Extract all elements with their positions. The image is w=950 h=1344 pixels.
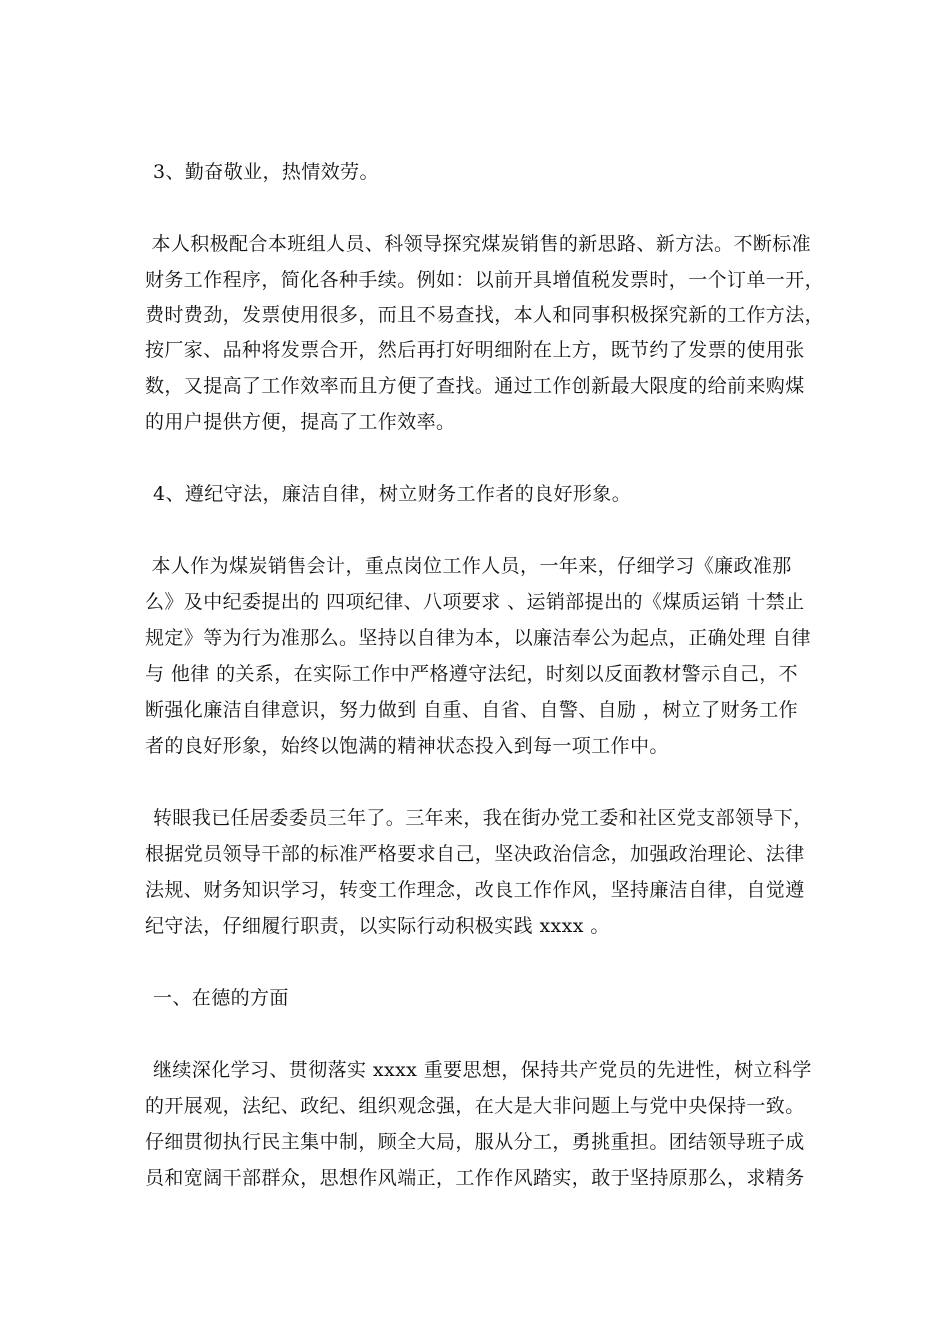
section-heading-1: 一、在德的方面 — [153, 987, 289, 1009]
paragraph-line: 断强化廉洁自律意识，努力做到 自重、自省、自警、自励 ，树立了财务工作 — [145, 699, 799, 721]
heading-item-4: 4、遵纪守法，廉洁自律，树立财务工作者的良好形象。 — [153, 483, 632, 505]
paragraph-line: 与 他律 的关系，在实际工作中严格遵守法纪，时刻以反面教材警示自己，不 — [145, 663, 799, 685]
paragraph-line: 数，又提高了工作效率而且方便了查找。通过工作创新最大限度的给前来购煤 — [145, 375, 805, 397]
paragraph-line: 本人作为煤炭销售会计，重点岗位工作人员，一年来，仔细学习《廉政准那 — [145, 555, 792, 577]
paragraph-line: 继续深化学习、贯彻落实 xxxx 重要思想，保持共产党员的先进性，树立科学 — [153, 1059, 812, 1081]
paragraph-line: 根据党员领导干部的标准严格要求自己，坚决政治信念，加强政治理论、法律 — [145, 843, 805, 865]
paragraph-line: 按厂家、品种将发票合开，然后再打好明细附在上方，既节约了发票的使用张 — [145, 339, 805, 361]
paragraph-line: 的用户提供方便，提高了工作效率。 — [145, 411, 456, 433]
paragraph-line: 员和宽阔干部群众，思想作风端正，工作作风踏实，敢于坚持原那么，求精务 — [145, 1167, 805, 1189]
paragraph-line: 么》及中纪委提出的 四项纪律、八项要求 、运销部提出的《煤质运销 十禁止 — [145, 591, 805, 613]
paragraph-line: 法规、财务知识学习，转变工作理念，改良工作作风，坚持廉洁自律，自觉遵 — [145, 879, 805, 901]
paragraph-line: 本人积极配合本班组人员、科领导探究煤炭销售的新思路、新方法。不断标准 — [145, 233, 812, 255]
paragraph-line: 仔细贯彻执行民主集中制，顾全大局，服从分工，勇挑重担。团结领导班子成 — [145, 1131, 805, 1153]
paragraph-line: 规定》等为行为准那么。坚持以自律为本，以廉洁奉公为起点，正确处理 自律 — [145, 627, 812, 649]
paragraph-line: 转眼我已任居委委员三年了。三年来，我在街办党工委和社区党支部领导下， — [153, 807, 813, 829]
paragraph-line: 财务工作程序，简化各种手续。例如：以前开具增值税发票时，一个订单一开， — [145, 269, 825, 291]
heading-item-3: 3、勤奋敬业，热情效劳。 — [153, 161, 379, 183]
paragraph-line: 者的良好形象，始终以饱满的精神状态投入到每一项工作中。 — [145, 735, 669, 757]
paragraph-line: 的开展观，法纪、政纪、组织观念强，在大是大非问题上与党中央保持一致。 — [145, 1095, 805, 1117]
paragraph-line: 费时费劲，发票使用很多，而且不易查找，本人和同事积极探究新的工作方法， — [145, 304, 825, 326]
paragraph-line: 纪守法，仔细履行职责，以实际行动积极实践 xxxx 。 — [145, 915, 610, 937]
